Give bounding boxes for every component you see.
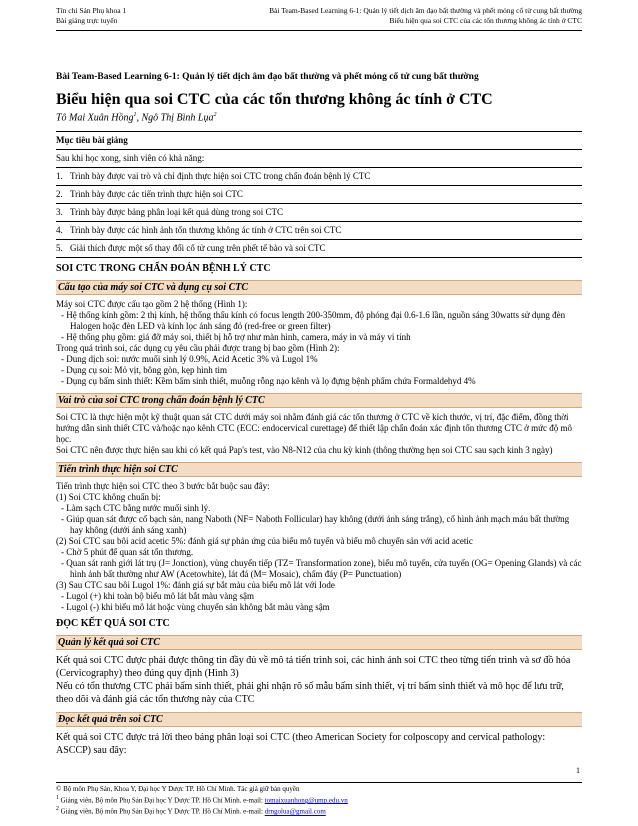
step: (1) Soi CTC không chuẩn bị: bbox=[56, 492, 161, 503]
footnote-1 bbox=[56, 794, 582, 805]
footnote-2-mark: 2 bbox=[56, 806, 59, 813]
subsection-heading: Tiến trình thực hiện soi CTC bbox=[56, 462, 582, 477]
email-link-2[interactable]: drngolua@gmail.com bbox=[264, 807, 326, 816]
objectives-intro: Sau khi học xong, sinh viên có khả năng: bbox=[56, 150, 582, 168]
bullet: - Chờ 5 phút để quan sát tổn thương. bbox=[61, 547, 194, 558]
objective-text: Trình bày được các hình ảnh tổn thương không ác tính ở CTC trên soi CTC bbox=[70, 225, 342, 236]
header-left bbox=[56, 6, 126, 26]
objectives-table bbox=[56, 131, 582, 258]
section-heading: ĐỌC KẾT QUẢ SOI CTC bbox=[56, 618, 170, 630]
paragraph: Máy soi CTC được cấu tạo gồm 2 hệ thống (Hình 1): bbox=[56, 299, 248, 310]
author-2-ref: 2 bbox=[213, 112, 217, 118]
bullet: - Hệ thống kính gồm: 2 thị kính, hệ thống thấu kính có focus length 200-350mm, độ phóng đại 0.6-1.6 lần, nguồn sáng 30watts sử dụng đèn Halogen hoặc đèn LED và kính lọc ánh sáng đỏ (red-free or green filter) bbox=[61, 310, 566, 332]
header-topic: Biểu hiện qua soi CTC của các tổn thương không ác tính ở CTC bbox=[389, 16, 582, 25]
author-2: Ngô Thị Bình Lụa bbox=[141, 112, 214, 124]
author-sep: , bbox=[136, 112, 142, 124]
bullet: - Lugol (-) khi biểu mô lát hoặc vùng chuyển sản không bắt màu vàng sậm bbox=[61, 602, 330, 613]
footnote-2 bbox=[56, 805, 582, 816]
objective-number: 5. bbox=[56, 243, 63, 254]
footnote-2-text: Giảng viên, Bộ môn Phụ Sản Đại học Y Dược TP. Hồ Chí Minh. e-mail: bbox=[60, 807, 265, 816]
header-right bbox=[269, 6, 582, 26]
bullet: - Dung dịch soi: nước muối sinh lý 0.9%, Acid Acetic 3% và Lugol 1% bbox=[61, 354, 318, 365]
objective-item bbox=[56, 222, 582, 240]
running-header bbox=[56, 6, 582, 31]
paragraph: Nếu có tổn thương CTC phải bấm sinh thiết, phải ghi nhận rõ số mẫu bấm sinh thiết, vị trí bấm sinh thiết và mô học để lưu trữ, theo dõi và đánh giá các tổn thương này của CTC bbox=[56, 681, 564, 706]
subsection-heading: Đọc kết quả trên soi CTC bbox=[56, 712, 582, 727]
step: (3) Sau CTC sau bôi Lugol 1%: đánh giá sự bắt màu của biểu mô lát với Iode bbox=[56, 580, 335, 591]
objectives-heading: Mục tiêu bài giảng bbox=[56, 132, 582, 150]
section-heading: SOI CTC TRONG CHẨN ĐOÁN BỆNH LÝ CTC bbox=[56, 263, 271, 275]
lesson-subtitle: Bài Team-Based Learning 6-1: Quản lý tiết dịch âm đạo bất thường và phết mỏng cổ tử cung bất thường bbox=[56, 72, 479, 82]
objective-item bbox=[56, 204, 582, 222]
objective-text: Trình bày được vai trò và chỉ định thực hiện soi CTC trong chẩn đoán bệnh lý CTC bbox=[70, 171, 371, 182]
paragraph: Trong quá trình soi, các dụng cụ yêu cầu phải được trang bị bao gồm (Hình 2): bbox=[56, 343, 340, 354]
header-course: Tín chỉ Sản Phụ khoa 1 bbox=[56, 6, 127, 15]
objective-item bbox=[56, 186, 582, 204]
objective-number: 2. bbox=[56, 189, 63, 200]
author-1: Tô Mai Xuân Hồng bbox=[56, 112, 134, 124]
paragraph: Kết quả soi CTC được trả lời theo bảng phân loại soi CTC (theo American Society for colposcopy and cervical pathology: ASCCP) sau đây: bbox=[56, 732, 546, 757]
step: (2) Soi CTC sau bôi acid acetic 5%: đánh giá sự phản ứng của biểu mô tuyến và biểu mô chuyển sản với acid acetic bbox=[56, 536, 473, 547]
footer-copyright: © Bộ môn Phụ Sản, Khoa Y, Đại học Y Dược TP. Hồ Chí Minh. Tác giả giữ bản quyền bbox=[56, 785, 300, 793]
paragraph: Soi CTC là thực hiện một kỹ thuật quan sát CTC dưới máy soi nhằm đánh giá các tổn thương ở CTC về kích thước, vị trí, đặc điểm, đồng thời hướng dẫn sinh thiết CTC và/hoặc nạo kênh CTC (ECC: endocervical curettage) để thiết lập chẩn đoán xác định tổn thương CTC ở mức độ mô học. bbox=[56, 412, 573, 445]
bullet: - Dụng cụ soi: Mỏ vịt, bông gòn, kẹp hình tim bbox=[61, 365, 227, 376]
footnote-1-mark: 1 bbox=[56, 795, 59, 801]
header-type: Bài giảng trực tuyến bbox=[56, 16, 118, 25]
subsection-heading: Quản lý kết quả soi CTC bbox=[56, 635, 582, 650]
subsection-heading: Cấu tạo của máy soi CTC và dụng cụ soi CTC bbox=[56, 280, 582, 295]
objective-number: 4. bbox=[56, 225, 63, 236]
objective-text: Trình bày được các tiến trình thực hiện soi CTC bbox=[70, 189, 243, 200]
footnote-1-text: Giảng viên, Bộ môn Phụ Sản Đại học Y Dược TP. Hồ Chí Minh. e-mail: bbox=[60, 796, 265, 805]
footer bbox=[56, 782, 582, 817]
objective-item bbox=[56, 240, 582, 258]
main-content bbox=[56, 72, 582, 757]
subsection-heading: Vai trò của soi CTC trong chẩn đoán bệnh lý CTC bbox=[56, 393, 582, 408]
page-title: Biểu hiện qua soi CTC của các tổn thương không ác tính ở CTC bbox=[56, 91, 493, 108]
bullet: - Quan sát ranh giới lát trụ (J= Jonction), vùng chuyển tiếp (TZ= Transformation zone), biểu mô tuyến, cửa tuyến (OG= Opening Glands) và các hình ảnh bất thường như AW (Acetowhite), lát đá (M= Mosaic), chấm đáy (P= Punctuation) bbox=[61, 558, 582, 580]
author-1-ref: 1 bbox=[133, 112, 137, 118]
objective-number: 3. bbox=[56, 207, 63, 218]
paragraph: Soi CTC nên được thực hiện sau khi có kết quả Pap's test, vào N8-N12 của chu kỳ kinh (thông thường hẹn soi CTC sau sạch kinh 3 ngày) bbox=[56, 445, 553, 456]
bullet: - Giúp quan sát được cổ bạch sản, nang Naboth (NF= Naboth Follicular) hay không (dưới ánh sáng trắng), cổ hình ảnh mạch máu bất thường hay không (dưới ánh sáng xanh) bbox=[61, 514, 570, 536]
authors bbox=[56, 112, 582, 123]
header-lesson: Bài Team-Based Learning 6-1: Quản lý tiết dịch âm đạo bất thường và phết mỏng cổ tử cung bất thường bbox=[269, 6, 582, 15]
objective-text: Trình bày được bảng phân loại kết quả dùng trong soi CTC bbox=[70, 207, 284, 218]
bullet: - Làm sạch CTC bằng nước muối sinh lý. bbox=[61, 503, 211, 514]
bullet: - Hệ thống phụ gồm: giá đỡ máy soi, thiết bị hỗ trợ như màn hình, camera, máy in và máy vi tính bbox=[61, 332, 411, 343]
bullet: - Lugol (+) khi toàn bộ biểu mô lát bắt màu vàng sậm bbox=[61, 591, 255, 602]
objective-number: 1. bbox=[56, 171, 63, 182]
objective-text: Giải thích được một số thay đổi cổ tử cung trên phết tế bào và soi CTC bbox=[70, 243, 326, 254]
bullet: - Dụng cụ bấm sinh thiết: Kềm bấm sinh thiết, muỗng rỗng nạo kênh và lọ đựng bệnh phẩm chứa Formaldehyd 4% bbox=[61, 376, 476, 387]
page-number: 1 bbox=[576, 766, 580, 775]
paragraph: Kết quả soi CTC được phải được thông tin đầy đủ về mô tả tiến trình soi, các hình ảnh soi CTC theo từng tiến trình và sơ đồ hóa (Cervicography) theo đúng quy định (Hình 3) bbox=[56, 655, 571, 680]
paragraph: Tiến trình thực hiện soi CTC theo 3 bước bắt buộc sau đây: bbox=[56, 481, 270, 492]
email-link-1[interactable]: tomaixuanhong@ump.edu.vn bbox=[264, 796, 348, 805]
objective-item bbox=[56, 168, 582, 186]
